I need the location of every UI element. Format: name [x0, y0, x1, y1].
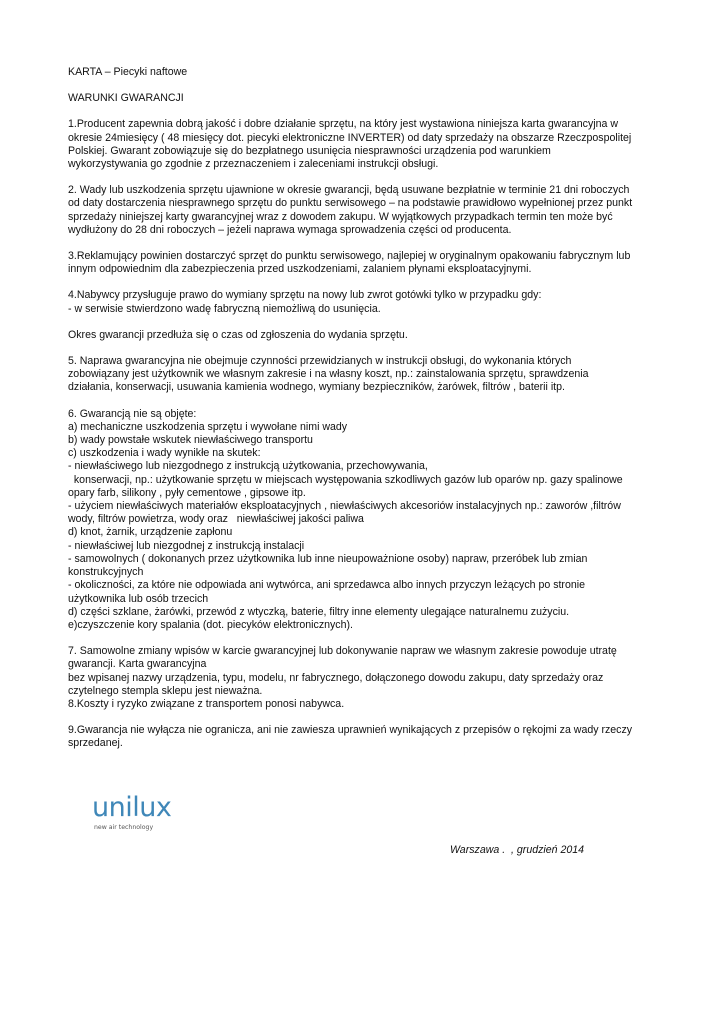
text-line: czytelnego stempla sklepu jest nieważna. [68, 684, 263, 697]
text-line: zobowiązany jest użytkownik we własnym zakresie i na własny koszt, np.: zainstalowania sprzętu, sprawdzenia [68, 368, 589, 381]
paragraph-4 [68, 289, 660, 315]
text-line: 8.Koszty i ryzyko związane z transportem ponosi nabywca. [68, 697, 345, 710]
text-line: 2. Wady lub uszkodzenia sprzętu ujawnione w okresie gwarancji, będą usuwane bezpłatnie w terminie 21 dni roboczych [68, 184, 630, 197]
text-line: d) knot, żarnik, urządzenie zapłonu [68, 526, 233, 539]
paragraph-9 [68, 724, 660, 750]
text-line: d) części szklane, żarówki, przewód z wtyczką, baterie, filtry inne elementy ulegające naturalnemu zużyciu. [68, 605, 570, 618]
paragraph-7 [68, 645, 660, 711]
unilux-logo [92, 792, 172, 835]
warranty-text [68, 66, 660, 764]
text-line: opary farb, silikony , pyły cementowe , gipsowe itp. [68, 486, 306, 499]
text-line: - użyciem niewłaściwych materiałów eksploatacyjnych , niewłaściwych akcesoriów instalacyjnych np.: zaworów ,filtrów [68, 500, 621, 513]
text-line: bez wpisanej nazwy urządzenia, typu, modelu, nr fabrycznego, dołączonego dowodu zakupu, daty sprzedaży oraz [68, 671, 604, 684]
text-line: konstrukcyjnych [68, 566, 144, 579]
text-line: wydłużony do 28 dni roboczych – jeżeli naprawa wymaga sprowadzenia części od producenta. [68, 223, 512, 236]
text-line: 3.Reklamujący powinien dostarczyć sprzęt do punktu serwisowego, najlepiej w oryginalnym opakowaniu fabrycznym lub [68, 250, 631, 263]
paragraph-6 [68, 408, 660, 632]
text-line: konserwacji, np.: użytkowanie sprzętu w miejscach występowania szkodliwych gazów lub oparów np. gazy spalinowe [68, 473, 623, 486]
text-line: wykorzystywania go zgodnie z przeznaczeniem i zaleceniami instrukcji obsługi. [68, 158, 439, 171]
logo-wordmark: unilux [92, 792, 172, 823]
paragraph-2 [68, 184, 660, 237]
text-line: użytkownika lub osób trzecich [68, 592, 209, 605]
text-line: 6. Gwarancją nie są objęte: [68, 407, 197, 420]
text-line: 1.Producent zapewnia dobrą jakość i dobre działanie sprzętu, na który jest wystawiona niniejsza karta gwarancyjna w [68, 118, 618, 131]
section-heading [68, 92, 660, 105]
text-line: wody, filtrów powietrza, wody oraz niewłaściwej jakości paliwa [68, 513, 364, 526]
text-line: - samowolnych ( dokonanych przez użytkownika lub inne nieupoważnione osoby) napraw, przeróbek lub zmian [68, 552, 588, 565]
text-line: b) wady powstałe wskutek niewłaściwego transportu [68, 434, 313, 447]
text-line: Okres gwarancji przedłuża się o czas od zgłoszenia do wydania sprzętu. [68, 328, 408, 341]
title-text: KARTA – Piecyki naftowe [68, 66, 188, 78]
text-line: 5. Naprawa gwarancyjna nie obejmuje czynności przewidzianych w instrukcji obsługi, do wykonania których [68, 355, 572, 368]
place-date: Warszawa . , grudzień 2014 [450, 844, 585, 856]
text-line: - w serwisie stwierdzono wadę fabryczną niemożliwą do usunięcia. [68, 302, 381, 315]
text-line: sprzedaży niniejszej karty gwarancyjnej wraz z dowodem zakupu. W wyjątkowych przypadkach termin ten może być [68, 210, 613, 223]
text-line: 7. Samowolne zmiany wpisów w karcie gwarancyjnej lub dokonywanie napraw we własnym zakresie powoduje utratę [68, 645, 617, 658]
text-line: innym odpowiednim dla zabezpieczenia przed uszkodzeniami, zalaniem płynami eksploatacyjnymi. [68, 263, 532, 276]
paragraph-1 [68, 118, 660, 171]
paragraph-3 [68, 250, 660, 276]
text-line: a) mechaniczne uszkodzenia sprzętu i wywołane nimi wady [68, 420, 348, 433]
text-line: c) uszkodzenia i wady wynikłe na skutek: [68, 447, 261, 460]
text-line: - okoliczności, za które nie odpowiada ani wytwórca, ani sprzedawca albo innych przyczyn leżących po stronie [68, 579, 585, 592]
text-line: Polskiej. Gwarant zobowiązuje się do bezpłatnego usunięcia niesprawności urządzenia pod warunkiem [68, 144, 551, 157]
text-line: od daty dostarczenia niesprawnego sprzętu do punktu serwisowego – na podstawie prawidłowo wypełnionej przez punkt [68, 197, 633, 210]
logo-tagline: new air technology [94, 824, 154, 831]
text-line: 9.Gwarancja nie wyłącza nie ogranicza, ani nie zawiesza uprawnień wynikających z przepisów o rękojmi za wady rzeczy [68, 724, 633, 737]
text-line: okresie 24miesięcy ( 48 miesięcy dot. piecyki elektroniczne INVERTER) od daty sprzedaży na obszarze Rzeczpospolitej [68, 131, 632, 144]
document-title [68, 66, 660, 79]
text-line: - niewłaściwego lub niezgodnego z instrukcją użytkowania, przechowywania, [68, 460, 428, 473]
text-line: - niewłaściwej lub niezgodnej z instrukcją instalacji [68, 539, 305, 552]
text-line: e)czyszczenie kory spalania (dot. piecyków elektronicznych). [68, 618, 353, 631]
subtitle-text: WARUNKI GWARANCJI [68, 92, 184, 105]
paragraph-4b [68, 329, 660, 342]
text-line: gwarancji. Karta gwarancyjna [68, 658, 207, 671]
text-line: działania, konserwacji, usuwania kamienia wodnego, wymiany bezpieczników, żarówek, filtrów , baterii itp. [68, 381, 565, 394]
text-line: sprzedanej. [68, 737, 123, 750]
text-line: 4.Nabywcy przysługuje prawo do wymiany sprzętu na nowy lub zwrot gotówki tylko w przypadku gdy: [68, 289, 542, 302]
paragraph-5 [68, 355, 660, 395]
